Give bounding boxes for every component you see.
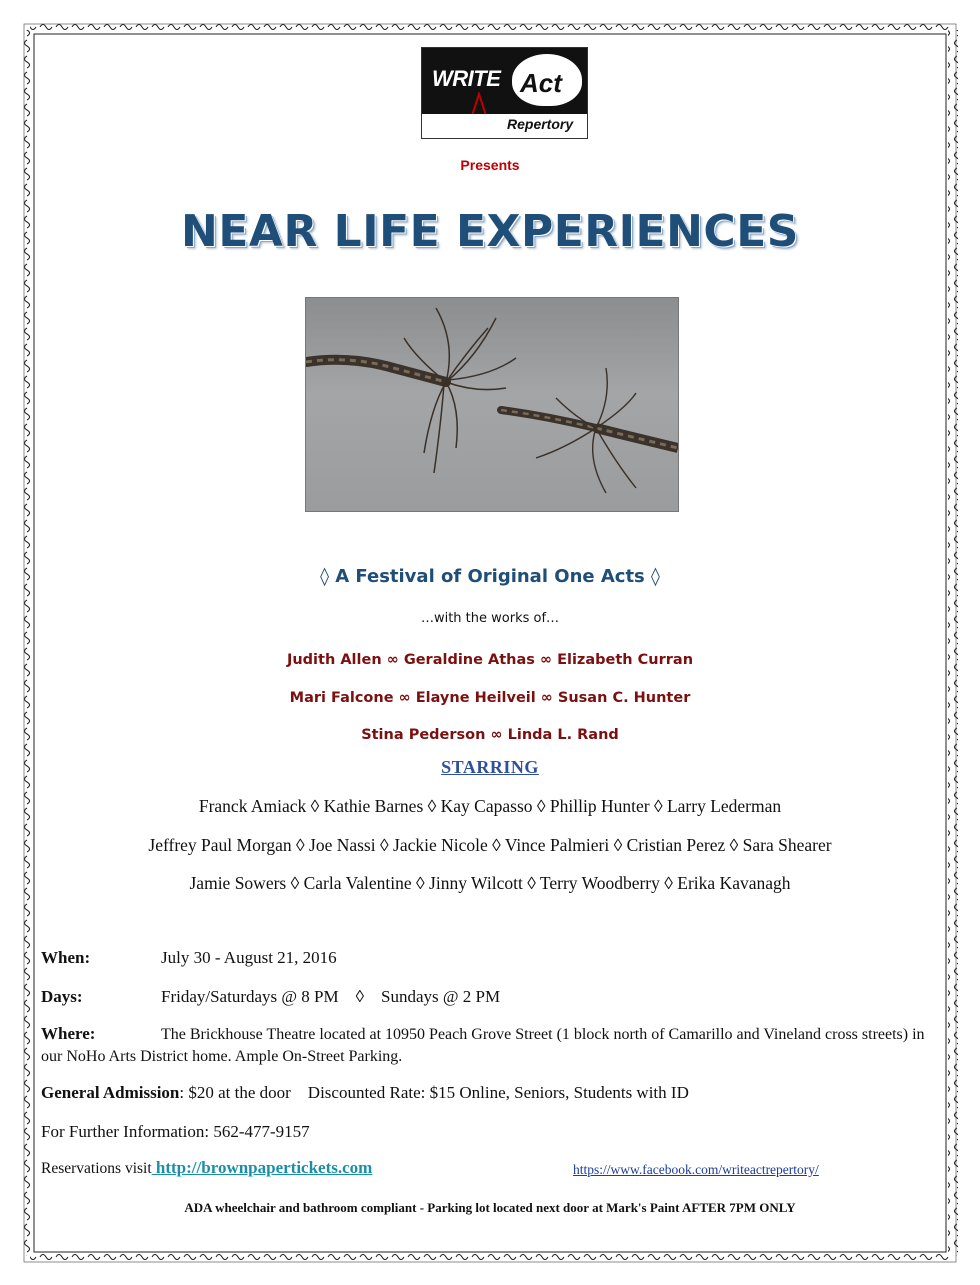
when-label: When: xyxy=(41,948,91,967)
when-value: July 30 - August 21, 2016 xyxy=(161,948,337,967)
frayed-rope-photo xyxy=(305,297,679,512)
cast-line-3: Jamie Sowers ◊ Carla Valentine ◊ Jinny Wilcott ◊ Terry Woodberry ◊ Erika Kavanagh xyxy=(189,873,791,893)
where-label: Where: xyxy=(41,1024,96,1043)
where-row xyxy=(41,1023,941,1068)
starring-heading: STARRING xyxy=(441,757,539,777)
days-label: Days: xyxy=(41,987,83,1006)
where-value: The Brickhouse Theatre located at 10950 Peach Grove Street (1 block north of Camarillo and Vineland cross streets) in our NoHo Arts District home. Ample On-Street Parking. xyxy=(41,1026,925,1065)
admission-label: General Admission xyxy=(41,1083,180,1102)
when-row xyxy=(41,948,337,968)
ada-note: ADA wheelchair and bathroom compliant - Parking lot located next door at Mark's Paint AFTER 7PM ONLY xyxy=(184,1200,796,1215)
writers-line-3: Stina Pederson ∞ Linda L. Rand xyxy=(361,727,619,743)
further-info: For Further Information: 562-477-9157 xyxy=(41,1122,310,1141)
admission-value: : $20 at the door Discounted Rate: $15 Online, Seniors, Students with ID xyxy=(179,1083,689,1102)
days-row xyxy=(41,987,500,1007)
show-title: NEAR LIFE EXPERIENCES xyxy=(181,206,799,257)
reservations-text: Reservations visit xyxy=(41,1160,152,1177)
writers-line-1: Judith Allen ∞ Geraldine Athas ∞ Elizabeth Curran xyxy=(286,652,694,668)
reservations-row xyxy=(41,1158,372,1178)
days-value: Friday/Saturdays @ 8 PM ◊ Sundays @ 2 PM xyxy=(161,987,501,1006)
logo-act-text: Act xyxy=(520,68,562,98)
facebook-link[interactable]: https://www.facebook.com/writeactrepertory/ xyxy=(573,1162,819,1177)
presents-label: Presents xyxy=(460,157,520,173)
rope-illustration xyxy=(306,298,678,511)
logo-repertory-text: Repertory xyxy=(507,116,574,132)
writers-line-2: Mari Falcone ∞ Elayne Heilveil ∞ Susan C. Hunter xyxy=(289,690,691,706)
works-intro: …with the works of… xyxy=(420,611,560,626)
cast-line-1: Franck Amiack ◊ Kathie Barnes ◊ Kay Capasso ◊ Phillip Hunter ◊ Larry Lederman xyxy=(198,796,782,816)
brownpapertickets-link[interactable]: http://brownpapertickets.com xyxy=(151,1158,373,1177)
festival-subtitle: ◊ A Festival of Original One Acts ◊ xyxy=(320,566,660,587)
write-act-logo xyxy=(421,47,588,139)
admission-row xyxy=(41,1083,689,1103)
cast-line-2: Jeffrey Paul Morgan ◊ Joe Nassi ◊ Jackie Nicole ◊ Vince Palmieri ◊ Cristian Perez ◊ Sara Shearer xyxy=(148,835,832,855)
logo-write-text: WRITE xyxy=(432,66,501,91)
